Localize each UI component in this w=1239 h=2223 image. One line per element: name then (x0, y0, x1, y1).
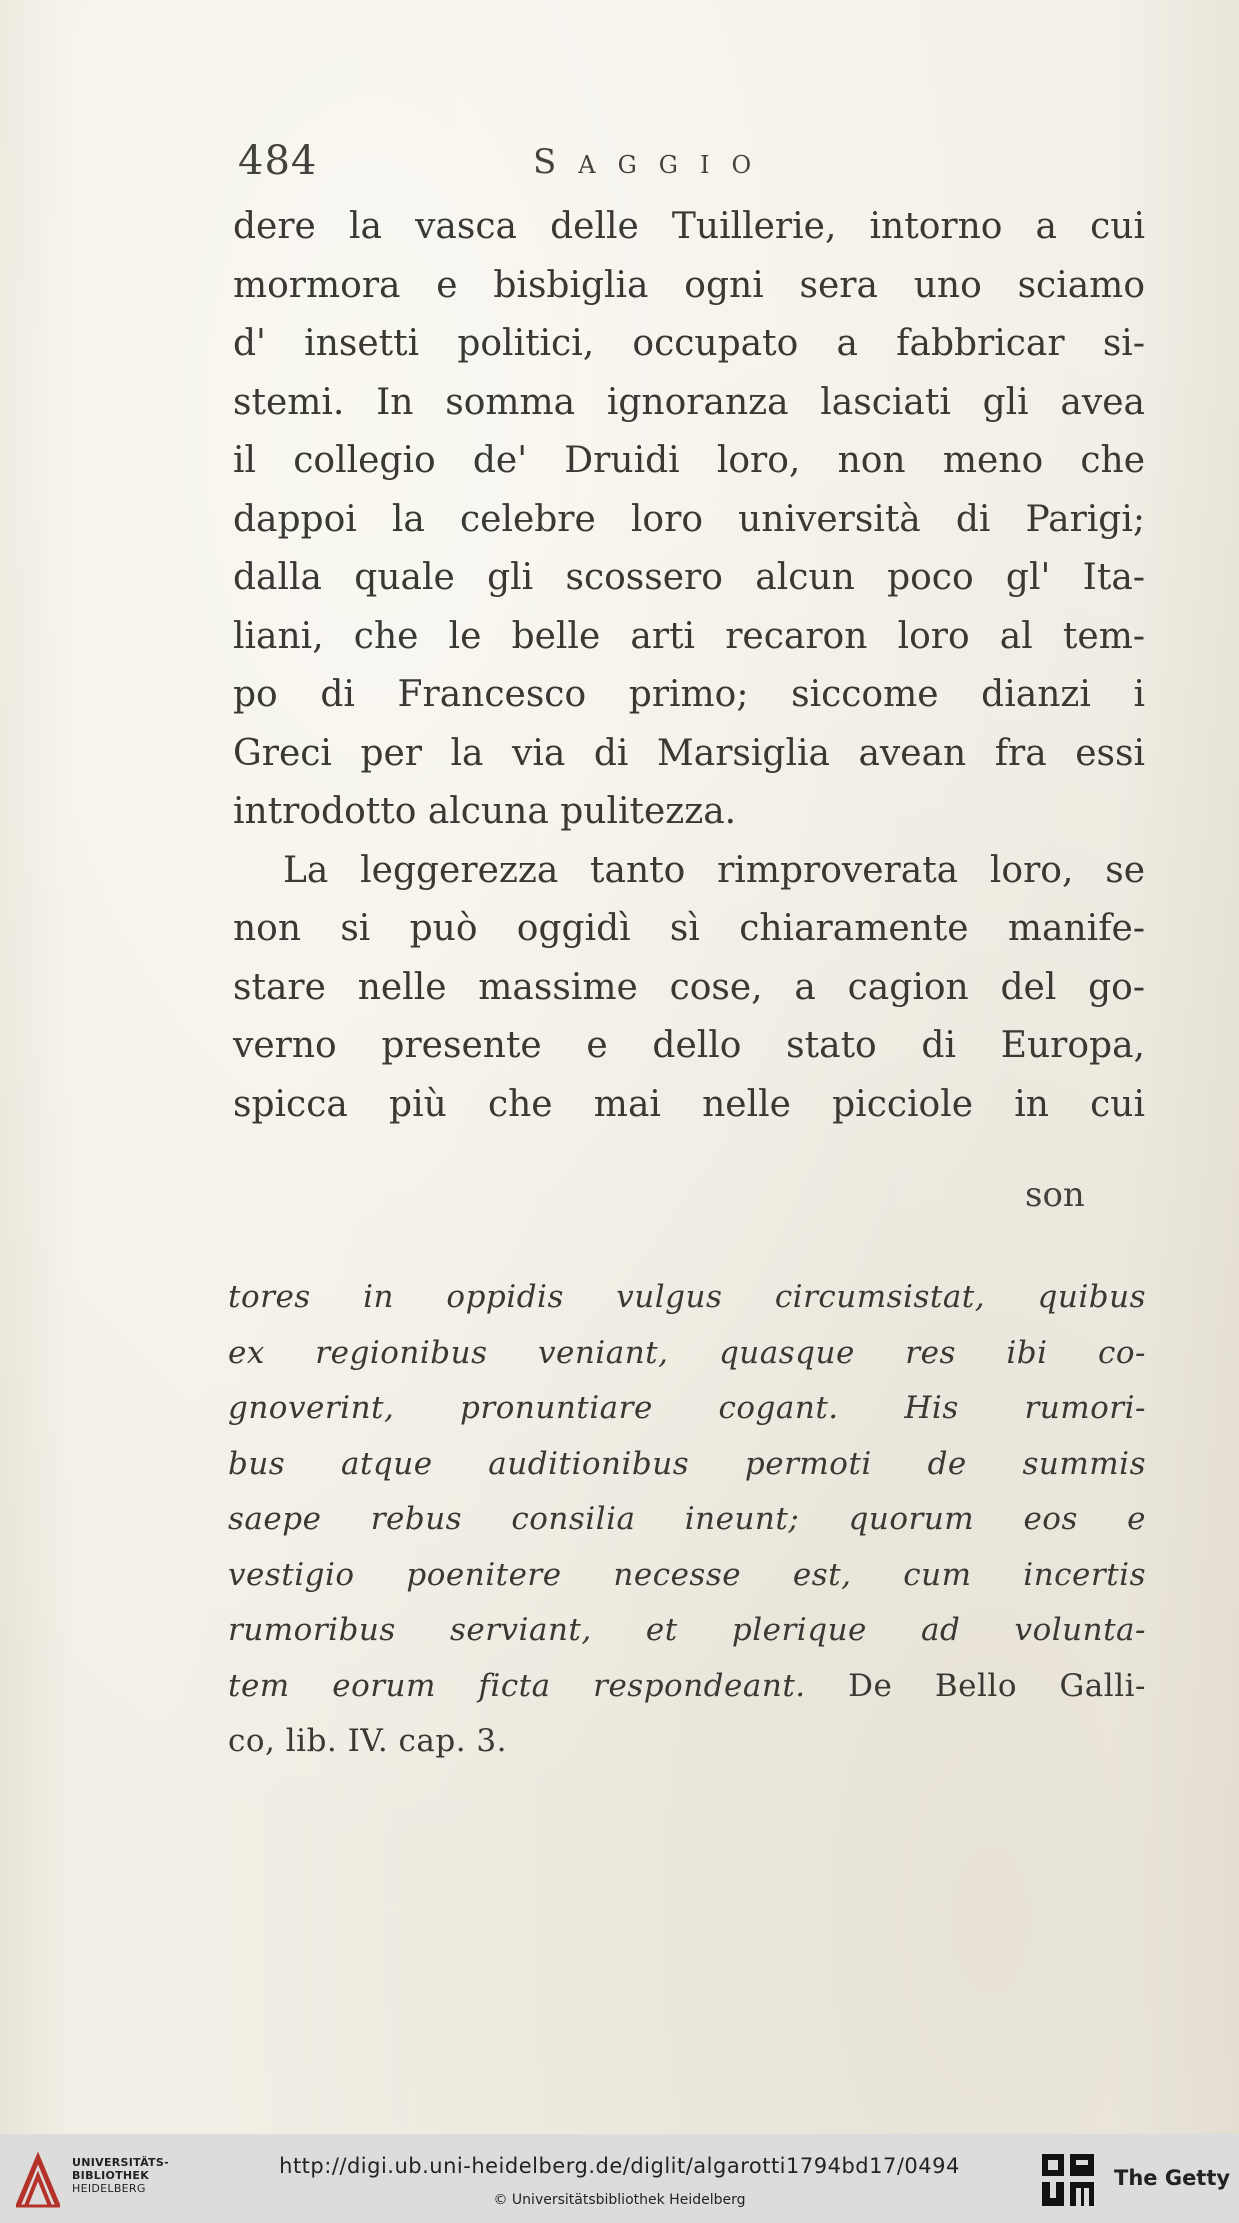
text-line: mormora e bisbiglia ogni sera uno sciamo (233, 264, 1145, 306)
text-line: Greci per la via di Marsiglia avean fra essi (233, 732, 1145, 774)
getty-logo-icon[interactable] (1040, 2150, 1096, 2210)
footnote-line: ex regionibus veniant, quasque res ibi co- (228, 1334, 1146, 1371)
footnote-citation-end: co, lib. IV. cap. 3. (228, 1723, 508, 1759)
permalink-url[interactable]: http://digi.ub.uni-heidelberg.de/diglit/algarotti1794bd17/0494 (279, 2154, 960, 2178)
footnote-line: bus atque auditionibus permoti de summis (228, 1445, 1146, 1482)
footnote-line (228, 1659, 1146, 1715)
text-line: d' insetti politici, occupato a fabbricar si- (233, 323, 1145, 364)
text-line: non si può oggidì sì chiaramente manife- (233, 908, 1145, 949)
running-title: Saggio (533, 142, 774, 182)
text-line: dalla quale gli scossero alcun poco gl' Ita- (233, 557, 1145, 598)
text-line: dappoi la celebre loro università di Parigi; (233, 498, 1145, 540)
library-name-line: BIBLIOTHEK (72, 2169, 150, 2182)
library-name-line: HEIDELBERG (72, 2182, 146, 2195)
footnote-line: saepe rebus consilia ineunt; quorum eos e (228, 1501, 1146, 1537)
text-line: liani, che le belle arti recaron loro al tem- (233, 615, 1145, 657)
main-text (233, 198, 1145, 1134)
library-name-line: UNIVERSITÄTS- (72, 2156, 169, 2169)
footnote-line: tores in oppidis vulgus circumsistat, quibus (228, 1279, 1146, 1315)
catchword: son (1025, 1175, 1085, 1215)
footnote-citation: De Bello Galli- (848, 1667, 1146, 1704)
footnote-line-italic: tem eorum ficta respondeant. (228, 1667, 806, 1704)
text-line: po di Francesco primo; siccome dianzi i (233, 674, 1145, 715)
footnote-line: vestigio poenitere necesse est, cum incertis (228, 1556, 1146, 1593)
text-line: spicca più che mai nelle picciole in cui (233, 1083, 1145, 1125)
footnote-line: gnoverint, pronuntiare cogant. His rumori- (228, 1390, 1146, 1426)
copyright-notice: © Universitätsbibliothek Heidelberg (493, 2192, 746, 2208)
text-line: stare nelle massime cose, a cagion del go- (233, 966, 1145, 1008)
text-line: introdotto alcuna pulitezza. (233, 791, 737, 832)
text-line: verno presente e dello stato di Europa, (233, 1025, 1145, 1066)
text-line: La leggerezza tanto rimproverata loro, se (283, 849, 1145, 891)
page-number: 484 (238, 138, 318, 184)
partner-name: The Getty (1114, 2166, 1231, 2190)
viewer-footer (0, 2134, 1239, 2223)
text-line: dere la vasca delle Tuillerie, intorno a cui (233, 206, 1145, 247)
text-line: stemi. In somma ignoranza lasciati gli avea (233, 381, 1145, 423)
footnote (228, 1270, 1146, 1770)
text-line: il collegio de' Druidi loro, non meno che (233, 440, 1145, 481)
page-header (238, 138, 1138, 198)
footnote-line: rumoribus serviant, et plerique ad volunta- (228, 1612, 1146, 1648)
